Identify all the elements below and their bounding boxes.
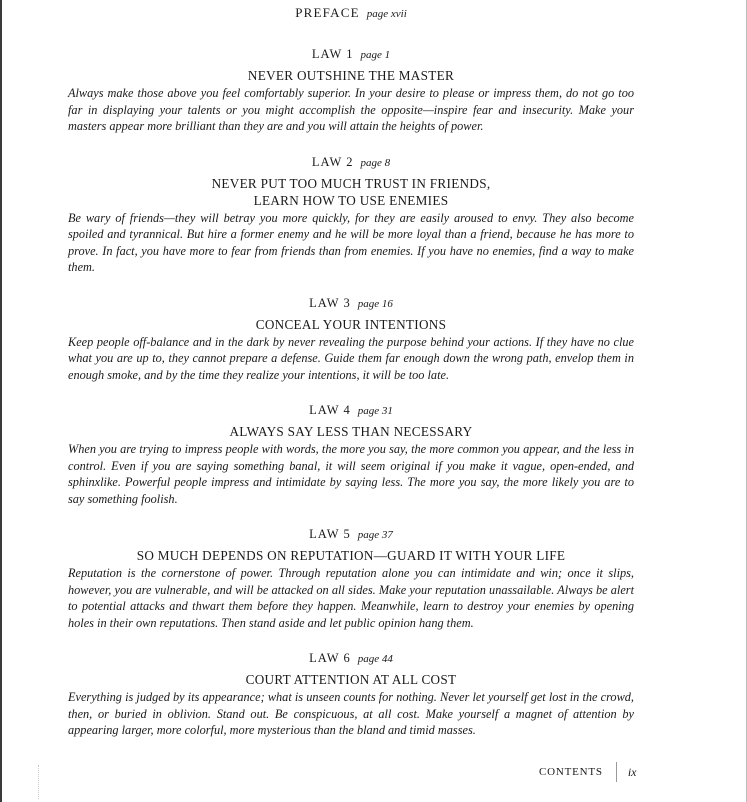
law-number: LAW 1	[311, 47, 354, 61]
law-title	[68, 175, 634, 209]
law-summary: Always make those above you feel comfortably superior. In your desire to please or impress them, do not go too far in displaying your talents or you might accomplish the opposite—inspire fear and insecurity. Make your masters appear more brilliant than they are and you will attain the heights of power.	[68, 86, 634, 133]
scan-artifact	[38, 765, 40, 799]
law-heading	[68, 46, 634, 63]
law-title-line: COURT ATTENTION AT ALL COST	[245, 672, 457, 687]
law-number: LAW 3	[309, 295, 351, 310]
law-entry-6[interactable]	[68, 650, 634, 739]
law-title-line: NEVER OUTSHINE THE MASTER	[247, 68, 455, 83]
law-title-line: NEVER PUT TOO MUCH TRUST IN FRIENDS,	[211, 175, 491, 191]
preface-entry[interactable]	[68, 5, 634, 27]
law-number: LAW 4	[309, 403, 351, 417]
page-footer	[539, 762, 637, 782]
law-entry-4[interactable]	[68, 402, 634, 507]
page-edge-left	[0, 0, 2, 802]
preface-label: PREFACE	[295, 5, 360, 20]
law-heading	[68, 154, 634, 171]
law-entry-5[interactable]	[68, 526, 634, 631]
law-heading	[68, 402, 634, 419]
law-summary: When you are trying to impress people with words, the more you say, the more common you appear, and the less in control. Even if you are saying something banal, it will seem original if you make it vague, open-ended, and sphinxlike. Powerful people impress and intimidate by saying less. The more you say, the more likely you are to say something foolish.	[68, 442, 634, 506]
law-page-ref: page 16	[357, 297, 393, 310]
law-heading	[68, 295, 634, 312]
law-number: LAW 5	[309, 527, 351, 541]
law-entry-2[interactable]	[68, 154, 634, 276]
law-summary: Everything is judged by its appearance; what is unseen counts for nothing. Never let yourself get lost in the crowd, then, or buried in oblivion. Stand out. Be conspicuous, at all cost. Make yourself a magnet of attention by appearing larger, more colorful, more mysterious than the bland and timid masses.	[68, 690, 634, 737]
law-title	[68, 671, 634, 688]
law-page-ref: page 31	[357, 405, 393, 417]
law-title-line: CONCEAL YOUR INTENTIONS	[255, 316, 447, 332]
law-entry-1[interactable]	[68, 46, 634, 135]
law-title	[68, 316, 634, 333]
page-number: ix	[627, 764, 637, 779]
law-page-ref: page 44	[357, 653, 393, 665]
law-heading	[68, 526, 634, 543]
preface-page-ref: page xvii	[366, 8, 407, 20]
contents-page	[68, 5, 634, 739]
law-heading	[68, 650, 634, 667]
law-summary: Keep people off-balance and in the dark by never revealing the purpose behind your actions. If they have no clue what you are up to, they cannot prepare a defense. Guide them far enough down the wrong path, envelop them in enough smoke, and by the time they realize your intentions, it will be too late.	[68, 334, 634, 382]
law-number: LAW 2	[311, 154, 354, 169]
law-page-ref: page 1	[360, 49, 391, 61]
law-title	[68, 423, 634, 440]
footer-divider	[616, 762, 617, 782]
running-head: CONTENTS	[539, 766, 603, 778]
law-title-line: LEARN HOW TO USE ENEMIES	[253, 192, 449, 208]
law-title-line: ALWAYS SAY LESS THAN NECESSARY	[229, 424, 473, 439]
law-summary: Be wary of friends—they will betray you more quickly, for they are easily aroused to envy. They also become spoiled and tyrannical. But hire a former enemy and he will be more loyal than a friend, because he has more to prove. In fact, you have more to fear from friends than from enemies. If you have no enemies, find a way to make them.	[68, 210, 634, 274]
law-page-ref: page 8	[360, 156, 391, 169]
law-title-line: SO MUCH DEPENDS ON REPUTATION—GUARD IT WITH YOUR LIFE	[136, 548, 566, 563]
law-entry-3[interactable]	[68, 295, 634, 384]
law-page-ref: page 37	[357, 529, 393, 541]
law-number: LAW 6	[309, 651, 351, 665]
law-title	[68, 547, 634, 564]
law-summary: Reputation is the cornerstone of power. Through reputation alone you can intimidate and win; once it slips, however, you are vulnerable, and will be attacked on all sides. Make your reputation unassailable. Always be alert to potential attacks and thwart them before they happen. Meanwhile, learn to destroy your enemies by opening holes in their own reputations. Then stand aside and let public opinion hang them.	[68, 566, 634, 630]
law-title	[68, 67, 634, 84]
